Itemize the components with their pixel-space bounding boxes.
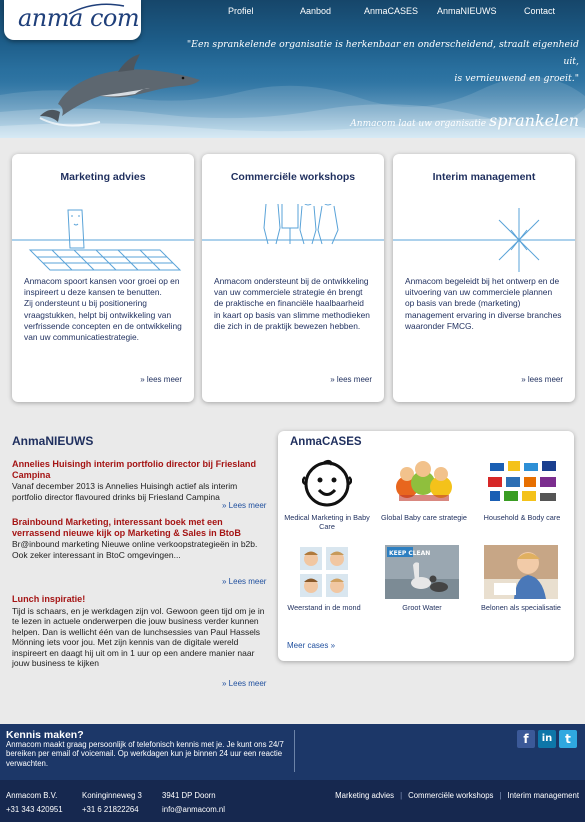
service-card-marketing-advies [12,154,194,402]
news-item-title[interactable]: Brainbound Marketing, interessant boek met een verrassend nieuwe kijk op Marketing & Sales in BtoB [12,517,241,538]
news-item-title[interactable]: Annelies Huisingh interim portfolio director bij Friesland Campina [12,459,257,480]
tagline-big: sprankelen [489,111,579,130]
case-label: Medical Marketing in Baby Care [284,513,370,531]
tagline-small: Anmacom laat uw organisatie [350,119,487,129]
footer [0,780,585,822]
news-item [12,517,268,560]
news-item [12,594,268,669]
nav-anmanieuws[interactable]: AnmaNIEUWS [437,6,497,16]
case-item[interactable] [281,457,373,531]
nav-contact[interactable]: Contact [524,6,556,16]
case-item[interactable] [278,545,370,612]
header-tagline [350,111,579,130]
header-banner [0,0,585,138]
footer-phone-1[interactable]: +31 343 420951 [6,805,63,814]
ducks-photo-icon [385,545,459,599]
lees-meer-link[interactable]: » lees meer [140,375,182,384]
sparkle-star-icon [393,204,575,274]
cases-title: AnmaCASES [290,436,362,448]
nav-anmacases[interactable]: AnmaCASES [364,6,419,16]
case-item[interactable] [475,545,567,612]
footer-phone-2[interactable]: +31 6 21822264 [82,805,139,814]
cases-panel [278,431,574,661]
people-workshop-icon [202,204,384,274]
case-item[interactable] [476,457,568,522]
baby-care-products-icon [389,457,459,509]
footer-col-address [82,789,142,817]
footer-link-commerciele-workshops[interactable]: Commerciële workshops [408,791,494,800]
news-item-body: Tijd is schaars, en je werkdagen zijn vol. Gewoon geen tijd om je in te lezen in actuele onderwerpen die jouw business verder kunnen helpen. Dan is wellicht één van de lunchsessies van Paul Hassels Mönning iets voor jou. Met zijn kennis van de digitale wereld inspireert en daagt hij uit om in 1 uur op een andere manier naar jouw business te kijken [12,605,265,668]
news-item-body: Vanaf december 2013 is Annelies Huisingh actief als interim portfolio director flavoured drinks bij Friesland Campina [12,481,238,502]
footer-email[interactable]: info@anmacom.nl [162,805,225,814]
meer-cases-link[interactable]: Meer cases » [287,641,336,650]
news-section-title: AnmaNIEUWS [12,434,94,448]
case-label: Household & Body care [483,513,561,522]
case-label: Groot Water [402,603,442,612]
facebook-icon[interactable]: f [517,730,535,748]
logo-text: anma com [18,4,140,32]
news-item-title[interactable]: Lunch inspiratie! [12,594,86,604]
header-quote [179,36,579,87]
service-card-commerciele-workshops [202,154,384,402]
quote-line-2: is vernieuwend en groeit." [454,73,579,84]
lees-meer-link[interactable]: » lees meer [330,375,372,384]
quote-line-1: "Een sprankelende organisatie is herkenbaar en onderscheidend, straalt eigenheid uit, [186,39,579,67]
service-description: Anmacom spoort kansen voor groei op en inspireert u deze kansen te benutten. Zij ondersteunt u bij positionering vraagstukken, helpt bij ontwikkeling van verfrissende concepten en de ontwikkeling van uw communicatiestrategie. [24,276,182,343]
case-label: Global Baby care strategie [381,513,467,522]
footer-links [335,791,579,800]
footer-company: Anmacom B.V. [6,791,58,800]
news-lees-meer-link[interactable]: » Lees meer [222,679,267,688]
service-title: Interim management [432,171,536,183]
case-item[interactable] [378,457,470,522]
children-faces-icon [296,545,352,599]
child-writing-icon [484,545,558,599]
service-title: Marketing advies [60,171,146,183]
case-label: Weerstand in de mond [287,603,361,612]
case-label: Belonen als specialisatie [481,603,561,612]
footer-street: Koninginneweg 3 [82,791,142,800]
case-item[interactable] [376,545,468,612]
footer-city: 3941 DP Doorn [162,791,216,800]
household-brands-icon [484,457,560,509]
lees-meer-link[interactable]: » lees meer [521,375,563,384]
footer-separator: | [499,791,502,800]
svg-text:KEEP CLEAN: KEEP CLEAN [389,550,431,557]
service-title: Commerciële workshops [230,171,356,183]
contact-title: Kennis maken? [6,729,84,741]
service-description: Anmacom ondersteunt bij de ontwikkeling van uw commerciele strategie én brengt de praktische en financiële haalbaarheid in kaart op basis van slimme methodieken die zich in de praktijk bewezen hebben. [214,276,370,331]
main-nav [0,6,585,20]
nav-aanbod[interactable]: Aanbod [300,6,332,16]
twitter-icon[interactable]: t [559,730,577,748]
footer-col-city [162,789,225,817]
nav-profiel[interactable]: Profiel [228,6,254,16]
footer-col-company [6,789,63,817]
footer-separator: | [400,791,403,800]
contact-text: Anmacom maakt graag persoonlijk of telefonisch kennis met je. Je kunt ons 24/7 bereiken per email of voicemail. Op werkdagen kun je binnen 24 uur een reactie verwachten. [6,740,284,768]
contact-bar [0,724,585,780]
news-item-body: Br@inbound marketing Nieuwe online verkoopstrategieën in b2b. Ook zeker interessant in BtoC omgevingen... [12,539,258,560]
footer-link-interim-management[interactable]: Interim management [507,791,579,800]
news-item [12,459,268,502]
baby-face-icon [302,457,352,509]
service-card-interim-management [393,154,575,402]
linkedin-icon[interactable]: in [538,730,556,748]
news-lees-meer-link[interactable]: » Lees meer [222,577,267,586]
contact-divider [294,730,295,772]
news-lees-meer-link[interactable]: » Lees meer [222,501,267,510]
footer-link-marketing-advies[interactable]: Marketing advies [335,791,395,800]
grid-floor-icon [12,204,194,274]
service-description: Anmacom begeleidt bij het ontwerp en de uitvoering van uw commerciele plannen op basis van brede (marketing) management ervaring in diverse branches waaronder FMCG. [405,276,562,331]
